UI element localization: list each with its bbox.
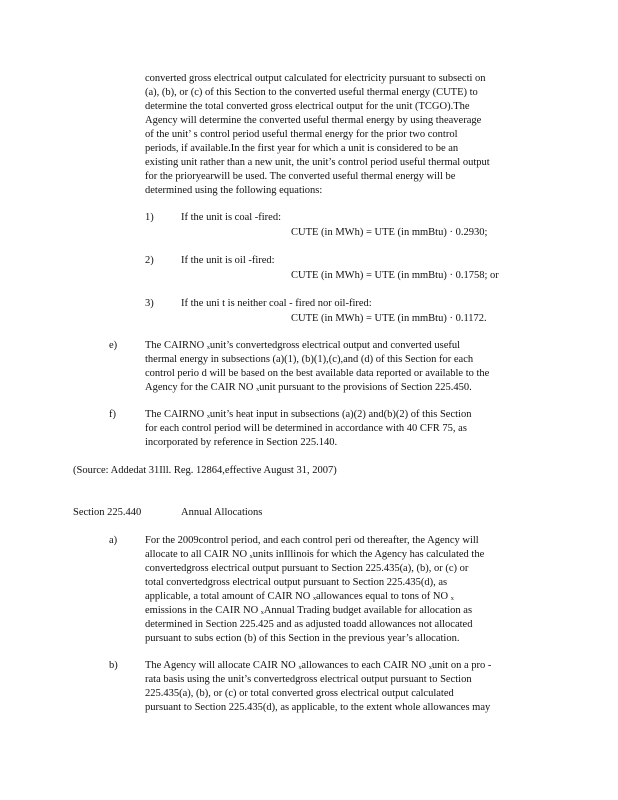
item-b-label: b)	[109, 660, 118, 671]
equation-condition: If the unit is coal -fired:	[181, 212, 282, 223]
text-line: converted gross electrical output calculated for electricity pursuant to subsecti on	[145, 73, 486, 84]
section-number: Section 225.440	[73, 507, 142, 518]
text-line: for each control period will be determined in accordance with 40 CFR 75, as	[145, 423, 467, 434]
text-line: pursuant to Section 225.435(d), as applicable, to the extent whole allowances may	[145, 702, 491, 713]
text-line: The CAIRNO ₓunit’s convertedgross electrical output and converted useful	[145, 340, 461, 351]
intro-paragraph	[145, 72, 545, 198]
equation-formula: CUTE (in MWh) = UTE (in mmBtu) · 0.1758; or	[291, 270, 499, 281]
text-line: determined in Section 225.425 and as adjusted toadd allowances not allocated	[145, 619, 473, 630]
text-line: of the unit’ s control period useful thermal energy for the prior two control	[145, 129, 458, 140]
text-line: emissions in the CAIR NO ₓAnnual Trading budget available for allocation as	[145, 605, 473, 616]
equation-condition: If the unit is oil -fired:	[181, 255, 275, 266]
equation-condition: If the uni t is neither coal - fired nor oil-fired:	[181, 298, 372, 309]
equation-number: 3)	[145, 298, 154, 309]
source-note: (Source: Addedat 31Ill. Reg. 12864,effective August 31, 2007)	[73, 465, 337, 476]
text-line: rata basis using the unit’s convertedgross electrical output pursuant to Section	[145, 674, 472, 685]
equation-formula: CUTE (in MWh) = UTE (in mmBtu) · 0.2930;	[291, 227, 488, 238]
text-line: thermal energy in subsections (a)(1), (b)(1),(c),and (d) of this Section for each	[145, 354, 474, 365]
text-line: The CAIRNO ₓunit’s heat input in subsections (a)(2) and(b)(2) of this Section	[145, 409, 472, 420]
text-line: determine the total converted gross electrical output for the unit (TCGO).The	[145, 101, 470, 112]
item-f-label: f)	[109, 409, 116, 420]
text-line: total convertedgross electrical output pursuant to Section 225.435(d), as	[145, 577, 448, 588]
item-b-paragraph	[145, 659, 545, 715]
text-line: For the 2009control period, and each control peri od thereafter, the Agency will	[145, 535, 479, 546]
text-line: convertedgross electrical output pursuant to Section 225.435(a), (b), or (c) or	[145, 563, 469, 574]
text-line: for the prioryearwill be used. The converted useful thermal energy will be	[145, 171, 456, 182]
text-line: allocate to all CAIR NO ₓunits inIllinois for which the Agency has calculated the	[145, 549, 485, 560]
text-line: control perio d will be based on the best available data reported or available to the	[145, 368, 490, 379]
text-line: 225.435(a), (b), or (c) or total converted gross electrical output calculated	[145, 688, 454, 699]
item-e-label: e)	[109, 340, 118, 351]
text-line: The Agency will allocate CAIR NO ₓallowances to each CAIR NO ₓunit on a pro -	[145, 660, 492, 671]
text-line: determined using the following equations:	[145, 185, 323, 196]
item-e-paragraph	[145, 339, 545, 395]
equation-formula: CUTE (in MWh) = UTE (in mmBtu) · 0.1172.	[291, 313, 487, 324]
text-line: (a), (b), or (c) of this Section to the converted useful thermal energy (CUTE) to	[145, 87, 478, 98]
text-line: pursuant to subs ection (b) of this Section in the previous year’s allocation.	[145, 633, 460, 644]
item-a-label: a)	[109, 535, 118, 546]
text-line: applicable, a total amount of CAIR NO ₓallowances equal to tons of NO ₓ	[145, 591, 454, 602]
equation-number: 2)	[145, 255, 154, 266]
text-line: existing unit rather than a new unit, the unit’s control period useful thermal output	[145, 157, 490, 168]
text-line: Agency will determine the converted useful thermal energy by using theaverage	[145, 115, 482, 126]
section-title: Annual Allocations	[181, 507, 263, 518]
item-a-paragraph	[145, 534, 545, 646]
text-line: Agency for the CAIR NO ₓunit pursuant to the provisions of Section 225.450.	[145, 382, 472, 393]
text-line: periods, if available.In the first year for which a unit is considered to be an	[145, 143, 459, 154]
text-line: incorporated by reference in Section 225.140.	[145, 437, 338, 448]
equation-number: 1)	[145, 212, 154, 223]
item-f-paragraph	[145, 408, 545, 450]
